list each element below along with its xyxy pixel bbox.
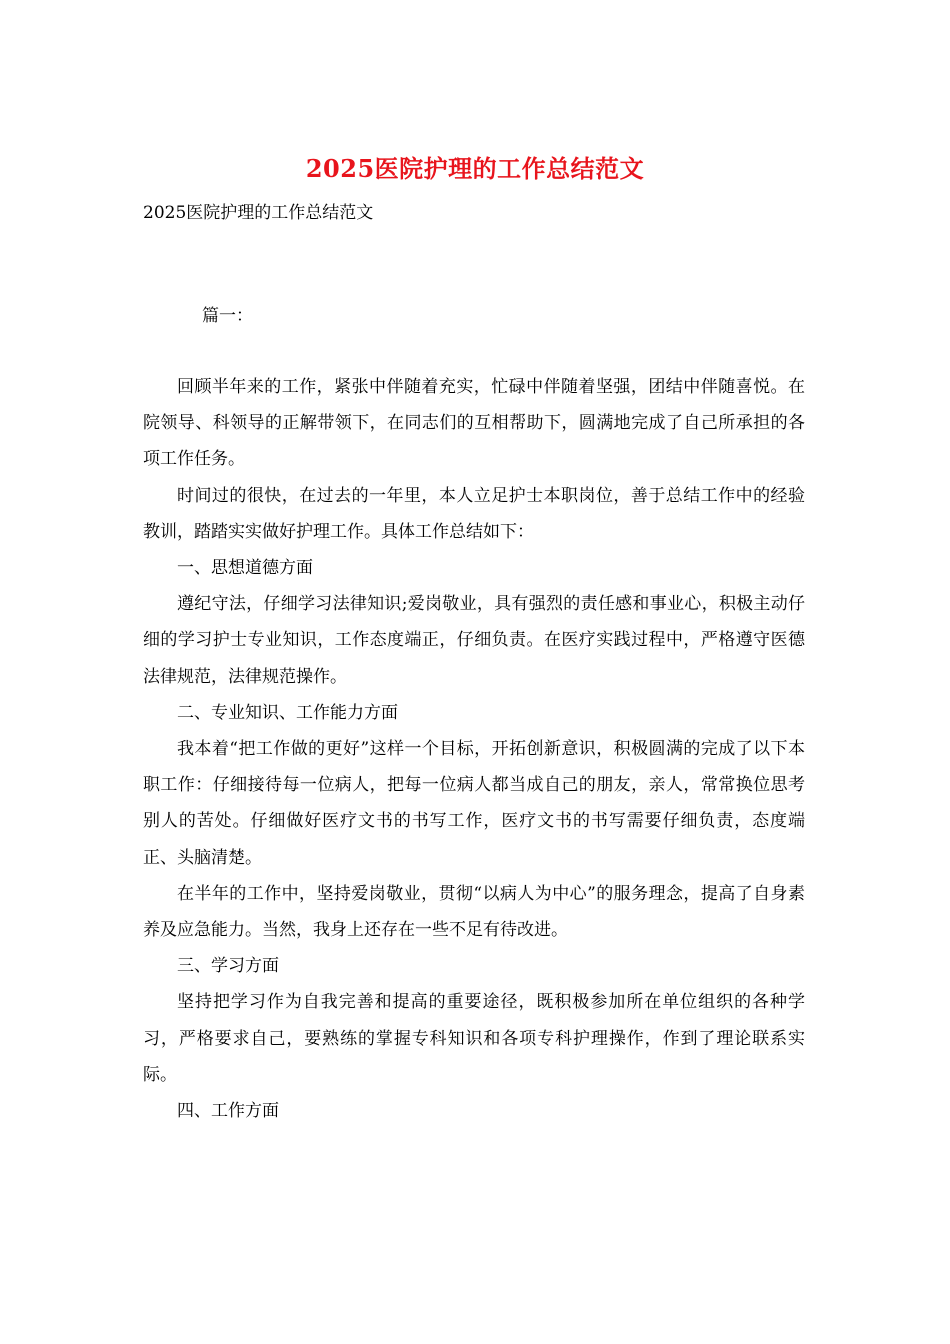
heading-ideology: 一、思想道德方面 [177,558,313,579]
heading-study: 三、学习方面 [177,956,279,977]
paragraph-professional: 我本着“把工作做的更好”这样一个目标，开拓创新意识，积极圆满的完成了以下本职工作：仔细接待每一位病人，把每一位病人都当成自己的朋友，亲人，常常换位思考别人的苦处。仔细做好医疗文书的书写工作，医疗文书的书写需要仔细负责，态度端正、头脑清楚。 [143,739,805,868]
document-title: 2025医院护理的工作总结范文 [305,154,645,183]
paragraph-intro: 时间过的很快，在过去的一年里，本人立足护士本职岗位，善于总结工作中的经验教训，踏踏实实做好护理工作。具体工作总结如下： [143,485,805,542]
paragraph-study: 坚持把学习作为自我完善和提高的重要途径，既积极参加所在单位组织的各种学习，严格要求自己，要熟练的掌握专科知识和各项专科护理操作，作到了理论联系实际。 [143,992,805,1085]
heading-work: 四、工作方面 [177,1101,279,1122]
document-subtitle: 2025医院护理的工作总结范文 [143,203,374,223]
document-body [143,369,805,1129]
paragraph-review: 回顾半年来的工作，紧张中伴随着充实，忙碌中伴随着坚强，团结中伴随喜悦。在院领导、科领导的正解带领下，在同志们的互相帮助下，圆满地完成了自己所承担的各项工作任务。 [143,377,805,470]
heading-professional: 二、专业知识、工作能力方面 [177,702,398,723]
paragraph-service: 在半年的工作中，坚持爱岗敬业，贯彻“以病人为中心”的服务理念，提高了自身素养及应急能力。当然，我身上还存在一些不足有待改进。 [143,883,805,941]
section-label: 篇一： [202,306,253,326]
paragraph-ideology: 遵纪守法，仔细学习法律知识;爱岗敬业，具有强烈的责任感和事业心，积极主动仔细的学习护士专业知识，工作态度端正，仔细负责。在医疗实践过程中，严格遵守医德法律规范，法律规范操作。 [143,594,805,687]
